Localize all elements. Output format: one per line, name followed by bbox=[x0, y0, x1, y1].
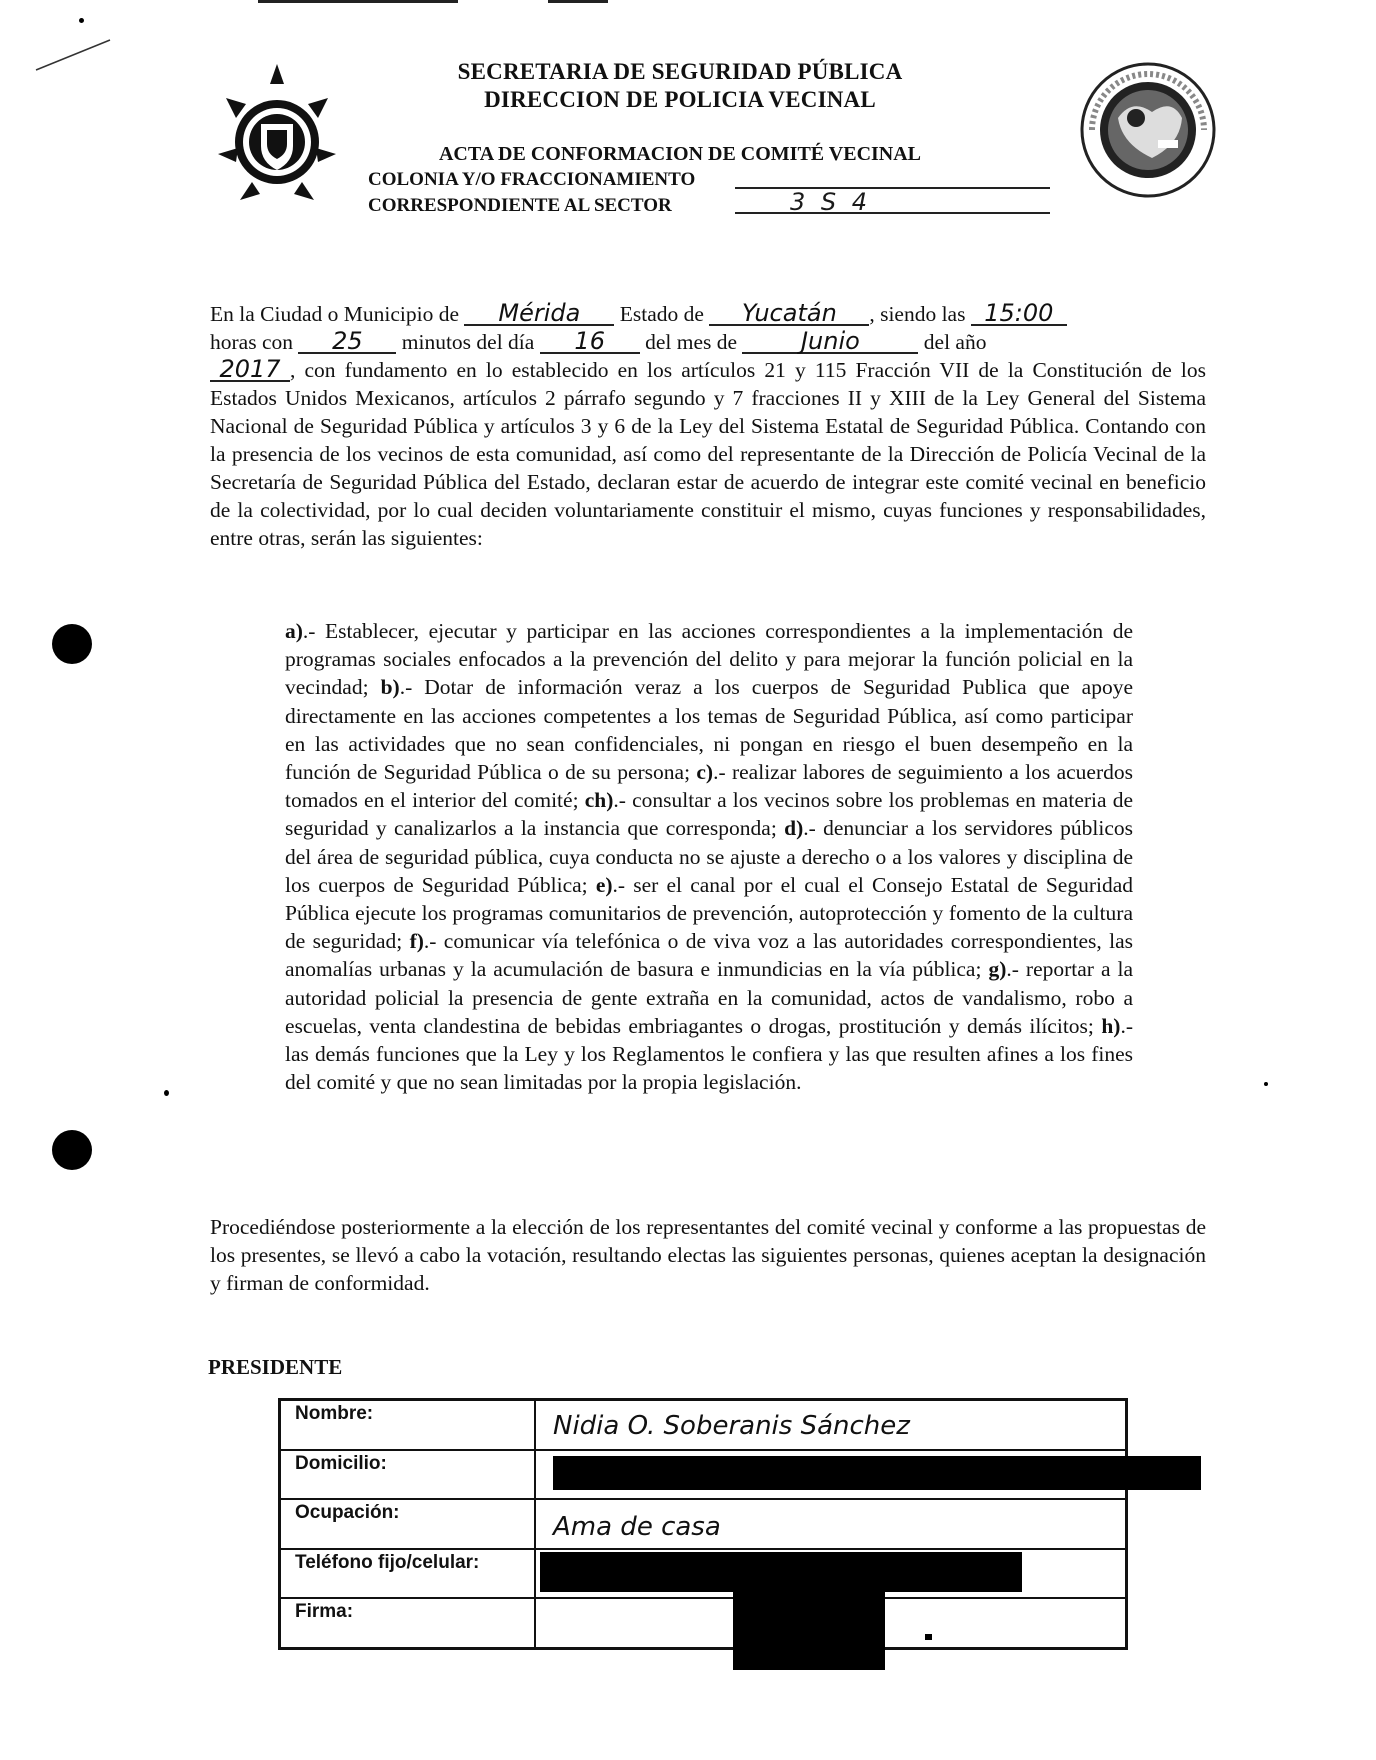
colonia-line bbox=[735, 187, 1050, 189]
city-field: Mérida bbox=[464, 302, 614, 326]
scan-speck bbox=[925, 1634, 932, 1640]
address-label: Domicilio: bbox=[295, 1453, 387, 1474]
minutes-field: 25 bbox=[298, 330, 396, 354]
table-row bbox=[281, 1401, 1125, 1451]
scan-edge-line bbox=[548, 0, 608, 3]
redacted-phone bbox=[540, 1552, 1022, 1592]
scan-speck bbox=[79, 18, 84, 23]
colonia-label: COLONIA Y/O FRACCIONAMIENTO bbox=[368, 169, 696, 190]
day-field: 16 bbox=[540, 330, 640, 354]
pen-stroke-mark bbox=[34, 36, 114, 76]
punch-hole bbox=[52, 1130, 92, 1170]
table-row bbox=[281, 1500, 1125, 1550]
sector-line bbox=[735, 212, 1050, 214]
election-paragraph: Procediéndose posteriormente a la elección de los representantes del comité vecinal y conforme a las propuestas de los presentes, se llevó a cabo la votación, resultando electas las siguientes personas, quienes aceptan la designación y firman de conformidad. bbox=[210, 1215, 1206, 1295]
table-row bbox=[281, 1599, 1125, 1647]
header-title-2: DIRECCION DE POLICIA VECINAL bbox=[484, 87, 876, 112]
functions-paragraph: a).- Establecer, ejecutar y participar en las acciones correspondientes a la implementación de programas sociales enfocados a la prevención del delito y para mejorar la función policial en la vecindad; b).- Dotar de información veraz a los cuerpos de Seguridad Publica que apoye directamente en las acciones competentes a los temas de Seguridad Pública, así como participar en las actividades que no sean confidenciales, ni pongan en riesgo el buen desempeño en la función de Seguridad Pública o de su persona; c).- realizar labores de seguimiento a los acuerdos tomados en el interior del comité; ch).- consultar a los vecinos sobre los problemas en materia de seguridad y canalizarlos a la instancia que corresponda; d).- denunciar a los servidores públicos del área de seguridad pública, cuya conducta no se ajuste a derecho o a los valores y disciplina de los cuerpos de Seguridad Pública; e).- ser el canal por el cual el Consejo Estatal de Seguridad Pública ejecute los programas comunitarios de prevención, autoprotección y fomento de la cultura de seguridad; f).- comunicar vía telefónica o de viva voz a las autoridades correspondientes, las anomalías urbanas y la acumulación de basura e inmundicias en la vía pública; g).- reportar a la autoridad policial la presencia de gente extraña en la comunidad, actos de vandalismo, robo a escuelas, venta clandestina de bebidas embriagantes o drogas, prostitución y demás ilícitos; h).- las demás funciones que la Ley y los Reglamentos le confiera y las que resulten afines a los fines del comité y que no sean limitadas por la propia legislación. bbox=[285, 619, 1134, 1095]
state-field: Yucatán bbox=[709, 302, 869, 326]
sector-label: CORRESPONDIENTE AL SECTOR bbox=[368, 195, 672, 216]
state-security-council-seal bbox=[1078, 60, 1218, 200]
year-field: 2017 bbox=[210, 358, 290, 382]
name-label: Nombre: bbox=[295, 1403, 374, 1424]
signature-label: Firma: bbox=[295, 1601, 354, 1622]
president-table bbox=[278, 1398, 1128, 1650]
name-value: Nidia O. Soberanis Sánchez bbox=[553, 1411, 910, 1441]
month-field: Junio bbox=[742, 330, 918, 354]
act-title: ACTA DE CONFORMACION DE COMITÉ VECINAL bbox=[438, 143, 922, 165]
intro-paragraph: En la Ciudad o Municipio de Mérida Estado de Yucatán , siendo las 15:00 horas con 25 minutos del día 16 del mes de Junio del año 2017 , con fundamento en lo establecido en los artículos 21 y 115 Fracción VII de la Constitución de los Estados Unidos Mexicanos, artículos 2 párrafo segundo y 7 fracciones II y XIII de la Ley General del Sistema Nacional de Seguridad Pública y artículos 3 y 6 de la Ley del Sistema Estatal de Seguridad Pública. Contando con la presencia de los vecinos de esta comunidad, así como del representante de la Dirección de Policía Vecinal de la Secretaría de Seguridad Pública del Estado, declaran estar de acuerdo de integrar este comité vecinal en beneficio de la colectividad, por lo cual deciden voluntariamente constituir el mismo, cuyas funciones y responsabilidades, entre otras, serán las siguientes: bbox=[210, 299, 1206, 550]
occupation-label: Ocupación: bbox=[295, 1502, 400, 1523]
occupation-value: Ama de casa bbox=[553, 1512, 721, 1542]
header-title-1: SECRETARIA DE SEGURIDAD PÚBLICA bbox=[457, 59, 903, 84]
scan-edge-line bbox=[258, 0, 458, 3]
scan-speck bbox=[164, 1090, 169, 1096]
phone-label: Teléfono fijo/celular: bbox=[295, 1552, 480, 1573]
sector-value: 3 S 4 bbox=[790, 188, 872, 216]
redacted-signature bbox=[733, 1592, 885, 1670]
president-heading: PRESIDENTE bbox=[208, 1355, 343, 1379]
punch-hole bbox=[52, 624, 92, 664]
redacted-address bbox=[553, 1456, 1201, 1490]
scan-speck bbox=[1264, 1082, 1268, 1086]
hour-field: 15:00 bbox=[971, 302, 1067, 326]
